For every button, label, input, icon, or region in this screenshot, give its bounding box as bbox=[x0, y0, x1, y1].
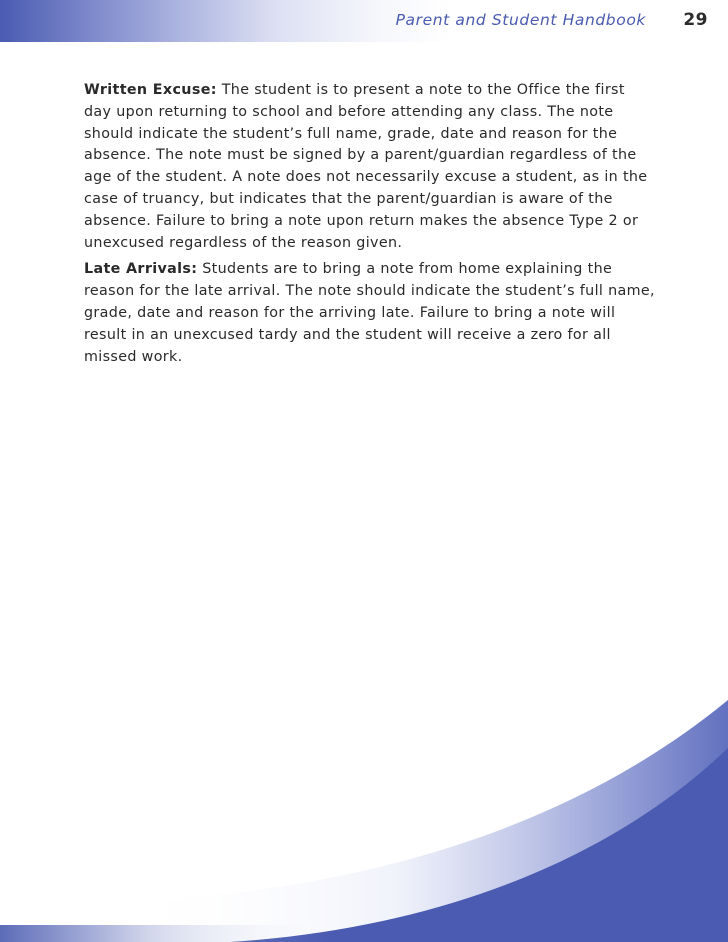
section-text: The student is to present a note to the Office the first day upon returning to school and before attending any class. The note should indicate the student’s full name, grade, date and reason for the absence. The note must be signed by a parent/guardian regardless of the age of the student. A note does not necessarily excuse a student, as in the case of truancy, but indicates that the parent/guardian is aware of the absence. Failure to bring a note upon return makes the absence Type 2 or unexcused regardless of the reason given. bbox=[84, 82, 648, 251]
page-number: 29 bbox=[683, 10, 708, 30]
section-text: Students are to bring a note from home explaining the reason for the late arrival. The note should indicate the student’s full name, grade, date and reason for the arriving late. Failure to bring a note will result in an unexcused tardy and the student will receive a zero for all missed work. bbox=[84, 261, 655, 365]
section-term: Late Arrivals: bbox=[84, 261, 198, 278]
header-title: Parent and Student Handbook bbox=[395, 11, 646, 29]
section-term: Written Excuse: bbox=[84, 82, 217, 98]
